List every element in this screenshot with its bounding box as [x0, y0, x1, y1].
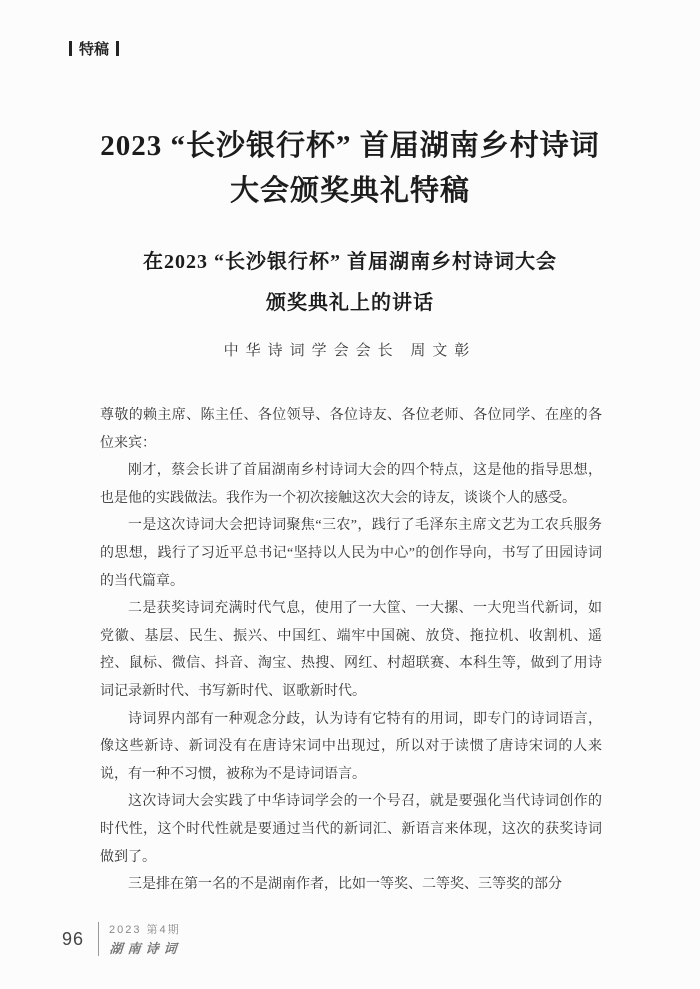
footer-divider — [98, 922, 99, 956]
label-bar-left-icon — [69, 41, 72, 56]
page-number: 96 — [62, 928, 85, 949]
speech-title — [55, 242, 645, 324]
paragraph: 三是排在第一名的不是湖南作者，比如一等奖、二等奖、三等奖的部分 — [128, 877, 562, 893]
article-title — [40, 124, 660, 214]
section-label-text: 特稿 — [79, 41, 110, 58]
article-title-line2: 大会颁奖典礼特稿 — [229, 175, 470, 207]
article-title-line1: 2023 “长沙银行杯” 首届湖南乡村诗词 — [100, 130, 600, 162]
page-footer — [62, 921, 181, 957]
paragraph: 这次诗词大会实践了中华诗词学会的一个号召，就是要强化当代诗词创作的时代性，这个时代性就是要通过当代的新词汇、新语言来体现，这次的获奖诗词做到了。 — [100, 794, 602, 865]
paragraph: 一是这次诗词大会把诗词聚焦“三农”，践行了毛泽东主席文艺为工农兵服务的思想，践行了习近平总书记“坚持以人民为中心”的创作导向，书写了田园诗词的当代篇章。 — [100, 518, 602, 589]
paragraph-salutation: 尊敬的赖主席、陈主任、各位领导、各位诗友、各位老师、各位同学、在座的各位来宾： — [100, 408, 602, 451]
journal-logo: 湖南诗词 — [109, 941, 183, 956]
section-label — [69, 38, 119, 59]
paragraph: 二是获奖诗词充满时代气息，使用了一大筐、一大摞、一大兜当代新词，如党徽、基层、民生、振兴、中国红、端牢中国碗、放贷、拖拉机、收割机、遥控、鼠标、微信、抖音、淘宝、热搜、网红、村超联赛、本科生等，做到了用诗词记录新时代、书写新时代、讴歌新时代。 — [100, 601, 602, 699]
author-byline: 中华诗词学会会长 周文彰 — [223, 343, 477, 359]
article-body — [100, 402, 602, 899]
label-bar-right-icon — [116, 41, 119, 56]
speech-title-line1: 在2023 “长沙银行杯” 首届湖南乡村诗词大会 — [143, 251, 557, 273]
paragraph: 刚才，蔡会长讲了首届湖南乡村诗词大会的四个特点，这是他的指导思想，也是他的实践做法。我作为一个初次接触这次大会的诗友，谈谈个人的感受。 — [100, 463, 602, 506]
paragraph: 诗词界内部有一种观念分歧，认为诗有它特有的用词，即专门的诗词语言，像这些新诗、新词没有在唐诗宋词中出现过，所以对于读惯了唐诗宋词的人来说，有一种不习惯，被称为不是诗词语言。 — [100, 711, 602, 782]
issue-info: 2023 第4期 — [109, 924, 181, 936]
footer-meta — [109, 921, 181, 957]
speech-title-line2: 颁奖典礼上的讲话 — [266, 292, 434, 314]
